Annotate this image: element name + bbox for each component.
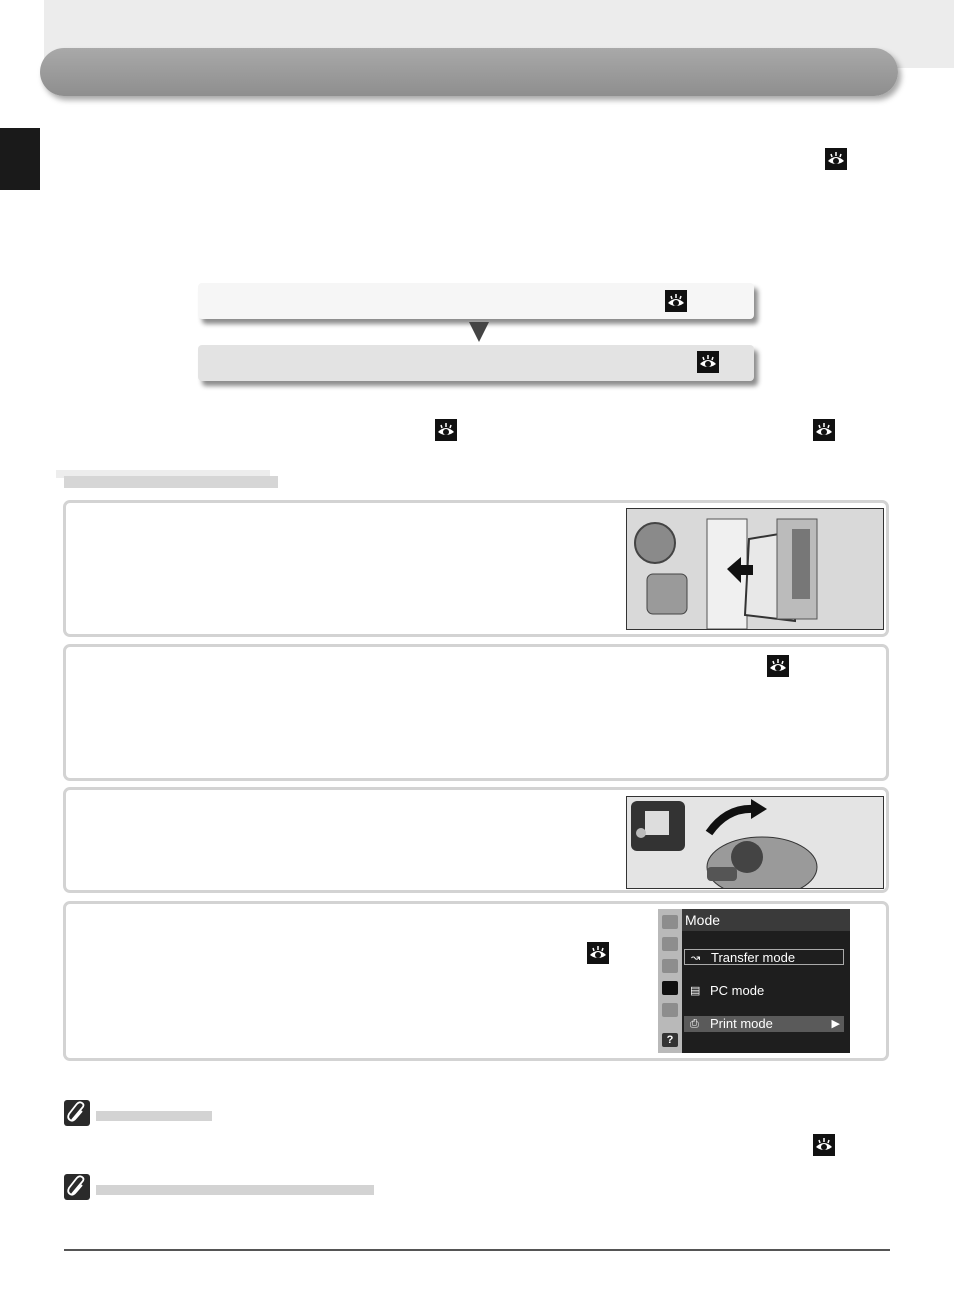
menu-item-pc-mode[interactable]: [684, 983, 844, 999]
reference-eye-icon: [767, 655, 789, 677]
note-heading: [96, 1111, 212, 1121]
help-icon: ?: [662, 1033, 678, 1047]
setup-icon: [662, 981, 678, 995]
memory-card-insert-photo: [626, 508, 884, 630]
flow-step-box: [198, 345, 754, 381]
menu-item-label: PC mode: [710, 983, 765, 998]
reference-eye-icon: [435, 419, 457, 441]
menu-sidebar: [658, 909, 682, 1053]
menu-item-label: Print mode: [710, 1016, 773, 1031]
shooting-icon: [662, 937, 678, 951]
reference-eye-icon: [697, 351, 719, 373]
menu-title: Mode: [682, 909, 850, 931]
menu-item-transfer-mode[interactable]: [684, 949, 844, 965]
pencil-icon: [662, 959, 678, 973]
transfer-icon: ↝: [691, 952, 701, 964]
reference-eye-icon: [665, 290, 687, 312]
step-box-2: [63, 644, 889, 781]
menu-item-print-mode[interactable]: [684, 1016, 844, 1032]
flow-arrow-down-icon: [469, 322, 489, 342]
playback-icon: [662, 915, 678, 929]
power-switch-photo: [626, 796, 884, 889]
list-icon: [662, 1003, 678, 1017]
paperclip-note-icon: [64, 1100, 90, 1126]
menu-item-label: Transfer mode: [711, 950, 796, 965]
camera-mode-menu: [658, 909, 850, 1053]
section-heading: [64, 476, 278, 488]
submenu-arrow-icon: ▶: [831, 1018, 840, 1030]
chapter-tab: [0, 128, 40, 190]
paperclip-note-icon: [64, 1174, 90, 1200]
reference-eye-icon: [587, 942, 609, 964]
reference-eye-icon: [825, 148, 847, 170]
note-heading: [96, 1185, 374, 1195]
footer-rule: [64, 1249, 890, 1251]
print-icon: ⎙: [690, 1018, 699, 1030]
reference-eye-icon: [813, 1134, 835, 1156]
reference-eye-icon: [813, 419, 835, 441]
pc-icon: ▤: [690, 985, 701, 997]
page-title-bar: [40, 48, 898, 96]
